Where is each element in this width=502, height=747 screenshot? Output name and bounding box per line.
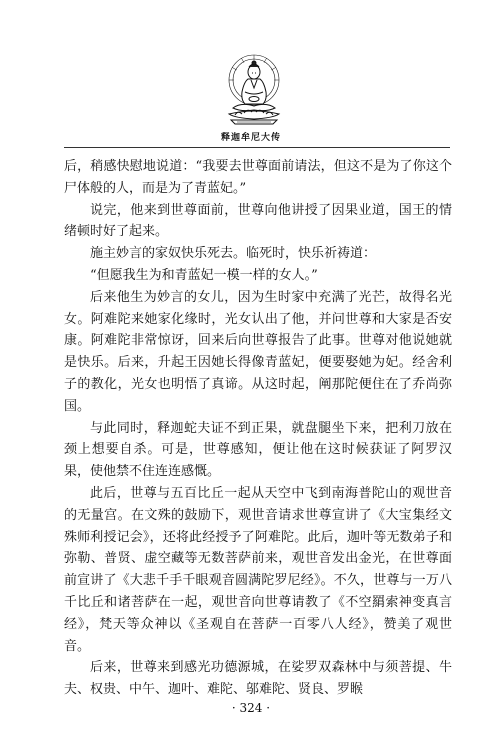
- paragraph: 此后，世尊与五百比丘一起从天空中飞到南海普陀山的观世音的无量宫。在文殊的鼓励下，观世音请求世尊宣讲了《大宝集经文殊师利授记会》，还将此经授予了阿难陀。此后，迦叶等无数弟子和弥勒、普贤、虚空藏等无数菩萨前来，观世音发出金光，在世尊面前宣讲了《大悲千手千眼观音圆满陀罗尼经》。不久，世尊与一万八千比丘和诸菩萨在一起，观世音向世尊请教了《不空羂索神变真言经》，梵天等众神以《圣观自在菩萨一百零八人经》，赞美了观世音。: [64, 485, 452, 654]
- paragraph: 说完，他来到世尊面前，世尊向他讲授了因果业道，国王的情绪顿时好了起来。: [64, 202, 452, 240]
- paragraph: 后，稍感快慰地说道：“我要去世尊面前请法，但这不是为了你这个尸体般的人，而是为了青蓝妃。”: [64, 159, 452, 196]
- paragraph: “但愿我生为和青蓝妃一模一样的女人。”: [90, 267, 318, 283]
- paragraph: 后来，世尊来到感光功德源城，在娑罗双森林中与须菩提、牛夫、权贵、中午、迦叶、难陀、邬难陀、贤良、罗睺: [64, 660, 452, 698]
- seated-buddha-icon: [211, 52, 297, 128]
- header-divider: [64, 147, 450, 148]
- paragraph: 后来他生为妙言的女儿，因为生时家中充满了光芒，故得名光女。阿难陀来她家化缘时，光女认出了他，并问世尊和大家是否安康。阿难陀非常惊讶，回来后向世尊报告了此事。世尊对他说她就是快乐。后来，升起王因她长得像青蓝妃，便要娶她为妃。经舍利子的教化，光女也明悟了真谛。从这时起，阐那陀便住在了乔尚弥国。: [64, 289, 452, 414]
- page-number: · 324 ·: [231, 701, 271, 715]
- page-body: [64, 156, 452, 701]
- paragraph: 施主妙言的家奴快乐死去。临死时，快乐祈祷道：: [90, 246, 377, 262]
- running-header-title: 释迦牟尼大传: [220, 133, 281, 143]
- paragraph: 与此同时，释迦蛇夫证不到正果，就盘腿坐下来，把利刀放在颈上想要自杀。可是，世尊感知，便让他在这时候获证了阿罗汉果，使他禁不住连连感慨。: [64, 420, 452, 480]
